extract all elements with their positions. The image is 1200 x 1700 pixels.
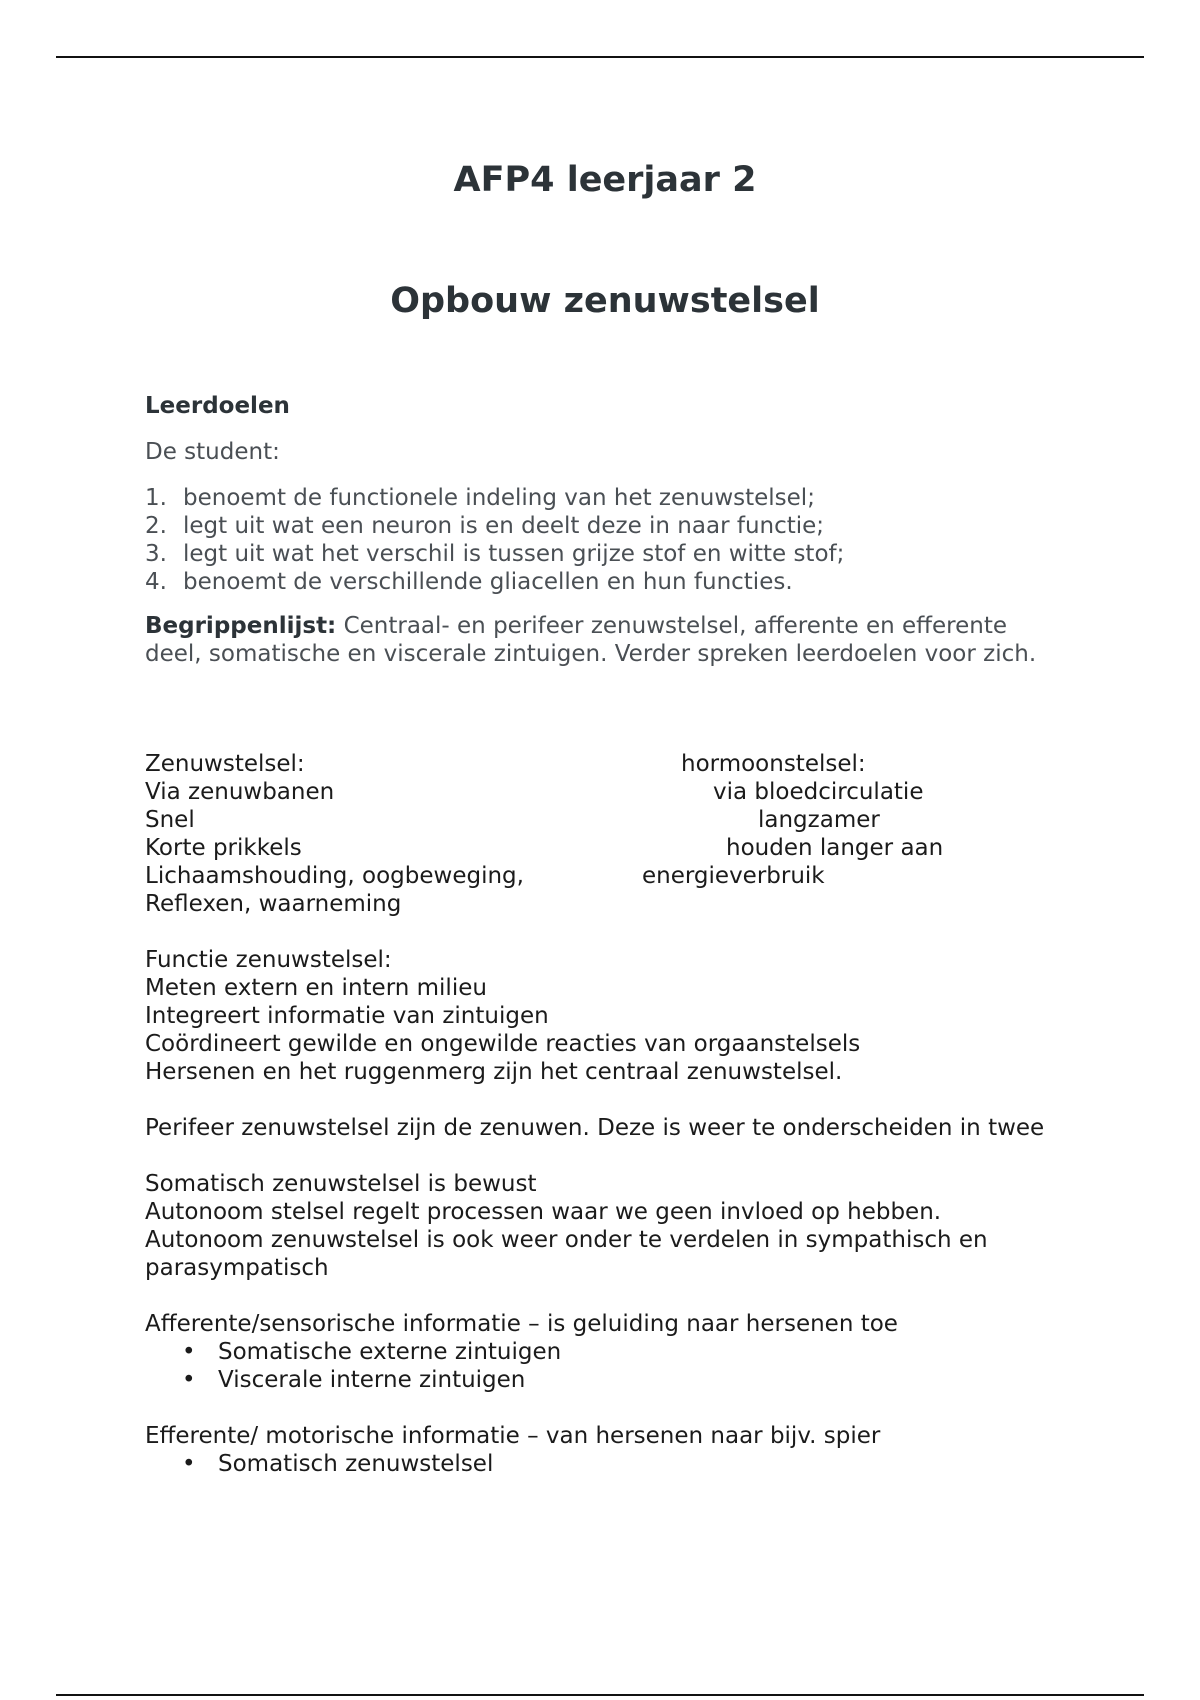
goal-item [145,512,1065,540]
list-item [145,1338,1065,1366]
bullet-icon: • [182,1339,196,1365]
bottom-divider [56,1694,1144,1696]
afferent-heading: Afferente/sensorische informatie – is geluiding naar hersenen toe [145,1311,898,1337]
hormone-system-cell: via bloedcirculatie [713,779,924,805]
peripheral-text: Perifeer zenuwstelsel zijn de zenuwen. Deze is weer te onderscheiden in twee [145,1115,1045,1141]
bullet-icon: • [182,1451,196,1477]
somatic-block [145,1170,1065,1282]
glossary-label: Begrippenlijst: [145,613,337,639]
comparison-row [145,750,1065,778]
list-item [145,1450,1065,1478]
goal-text: benoemt de verschillende gliacellen en hun functies. [183,569,793,595]
hormone-system-cell: houden langer aan [726,835,944,861]
glossary-text: Centraal- en perifeer zenuwstelsel, afferente en efferente deel, somatische en viscerale zintuigen. Verder spreken leerdoelen voor zich. [145,613,1037,667]
nervous-system-cell: Korte prikkels [145,835,302,861]
goal-item [145,484,1065,512]
list-item-text: Viscerale interne zintuigen [218,1367,526,1393]
nervous-system-cell: Via zenuwbanen [145,779,335,805]
afferent-list [145,1338,1065,1394]
efferent-block [145,1422,1065,1478]
efferent-list [145,1450,1065,1478]
somatic-line: Somatisch zenuwstelsel is bewust [145,1171,537,1197]
comparison-row [145,778,1065,806]
function-line: Hersenen en het ruggenmerg zijn het centraal zenuwstelsel. [145,1059,843,1085]
glossary [145,612,1065,668]
document-subtitle: Opbouw zenuwstelsel [390,281,820,321]
list-item-text: Somatisch zenuwstelsel [218,1451,494,1477]
bullet-icon: • [182,1367,196,1393]
comparison-table [145,750,1065,918]
goals-list [145,484,1065,596]
comparison-row [145,890,1065,918]
goal-text: legt uit wat het verschil is tussen grijze stof en witte stof; [183,541,845,567]
goal-number: 2. [145,513,167,539]
comparison-row [145,862,1065,890]
student-label: De student: [145,439,280,465]
somatic-line: Autonoom stelsel regelt processen waar we geen invloed op hebben. [145,1199,942,1225]
nervous-system-cell: Zenuwstelsel: [145,751,305,777]
function-block [145,946,1065,1086]
function-line: Integreert informatie van zintuigen [145,1003,549,1029]
top-divider [56,56,1144,58]
goal-item [145,540,1065,568]
list-item-text: Somatische externe zintuigen [218,1339,562,1365]
peripheral-block [145,1114,1065,1142]
goal-item [145,568,1065,596]
somatic-line: Autonoom zenuwstelsel is ook weer onder te verdelen in sympathisch en parasympatisch [145,1227,988,1281]
document-title: AFP4 leerjaar 2 [453,160,757,200]
nervous-system-cell: Lichaamshouding, oogbeweging, [145,863,524,889]
comparison-row [145,806,1065,834]
notes-section [145,750,1065,1478]
comparison-row [145,834,1065,862]
goal-text: legt uit wat een neuron is en deelt deze in naar functie; [183,513,825,539]
learning-goals-section [145,392,1065,668]
nervous-system-cell: Snel [145,807,195,833]
efferent-heading: Efferente/ motorische informatie – van hersenen naar bijv. spier [145,1423,881,1449]
function-line: Coördineert gewilde en ongewilde reacties van orgaanstelsels [145,1031,861,1057]
goal-number: 3. [145,541,167,567]
function-heading: Functie zenuwstelsel: [145,947,392,973]
hormone-system-cell: energieverbruik [642,863,825,889]
function-line: Meten extern en intern milieu [145,975,487,1001]
list-item [145,1366,1065,1394]
goals-heading: Leerdoelen [145,393,290,419]
document-body [145,392,1065,1478]
hormone-system-cell: hormoonstelsel: [681,751,866,777]
afferent-block [145,1310,1065,1394]
hormone-system-cell: langzamer [758,807,880,833]
goal-text: benoemt de functionele indeling van het zenuwstelsel; [183,485,815,511]
goal-number: 4. [145,569,167,595]
goal-number: 1. [145,485,167,511]
nervous-system-cell: Reflexen, waarneming [145,891,402,917]
